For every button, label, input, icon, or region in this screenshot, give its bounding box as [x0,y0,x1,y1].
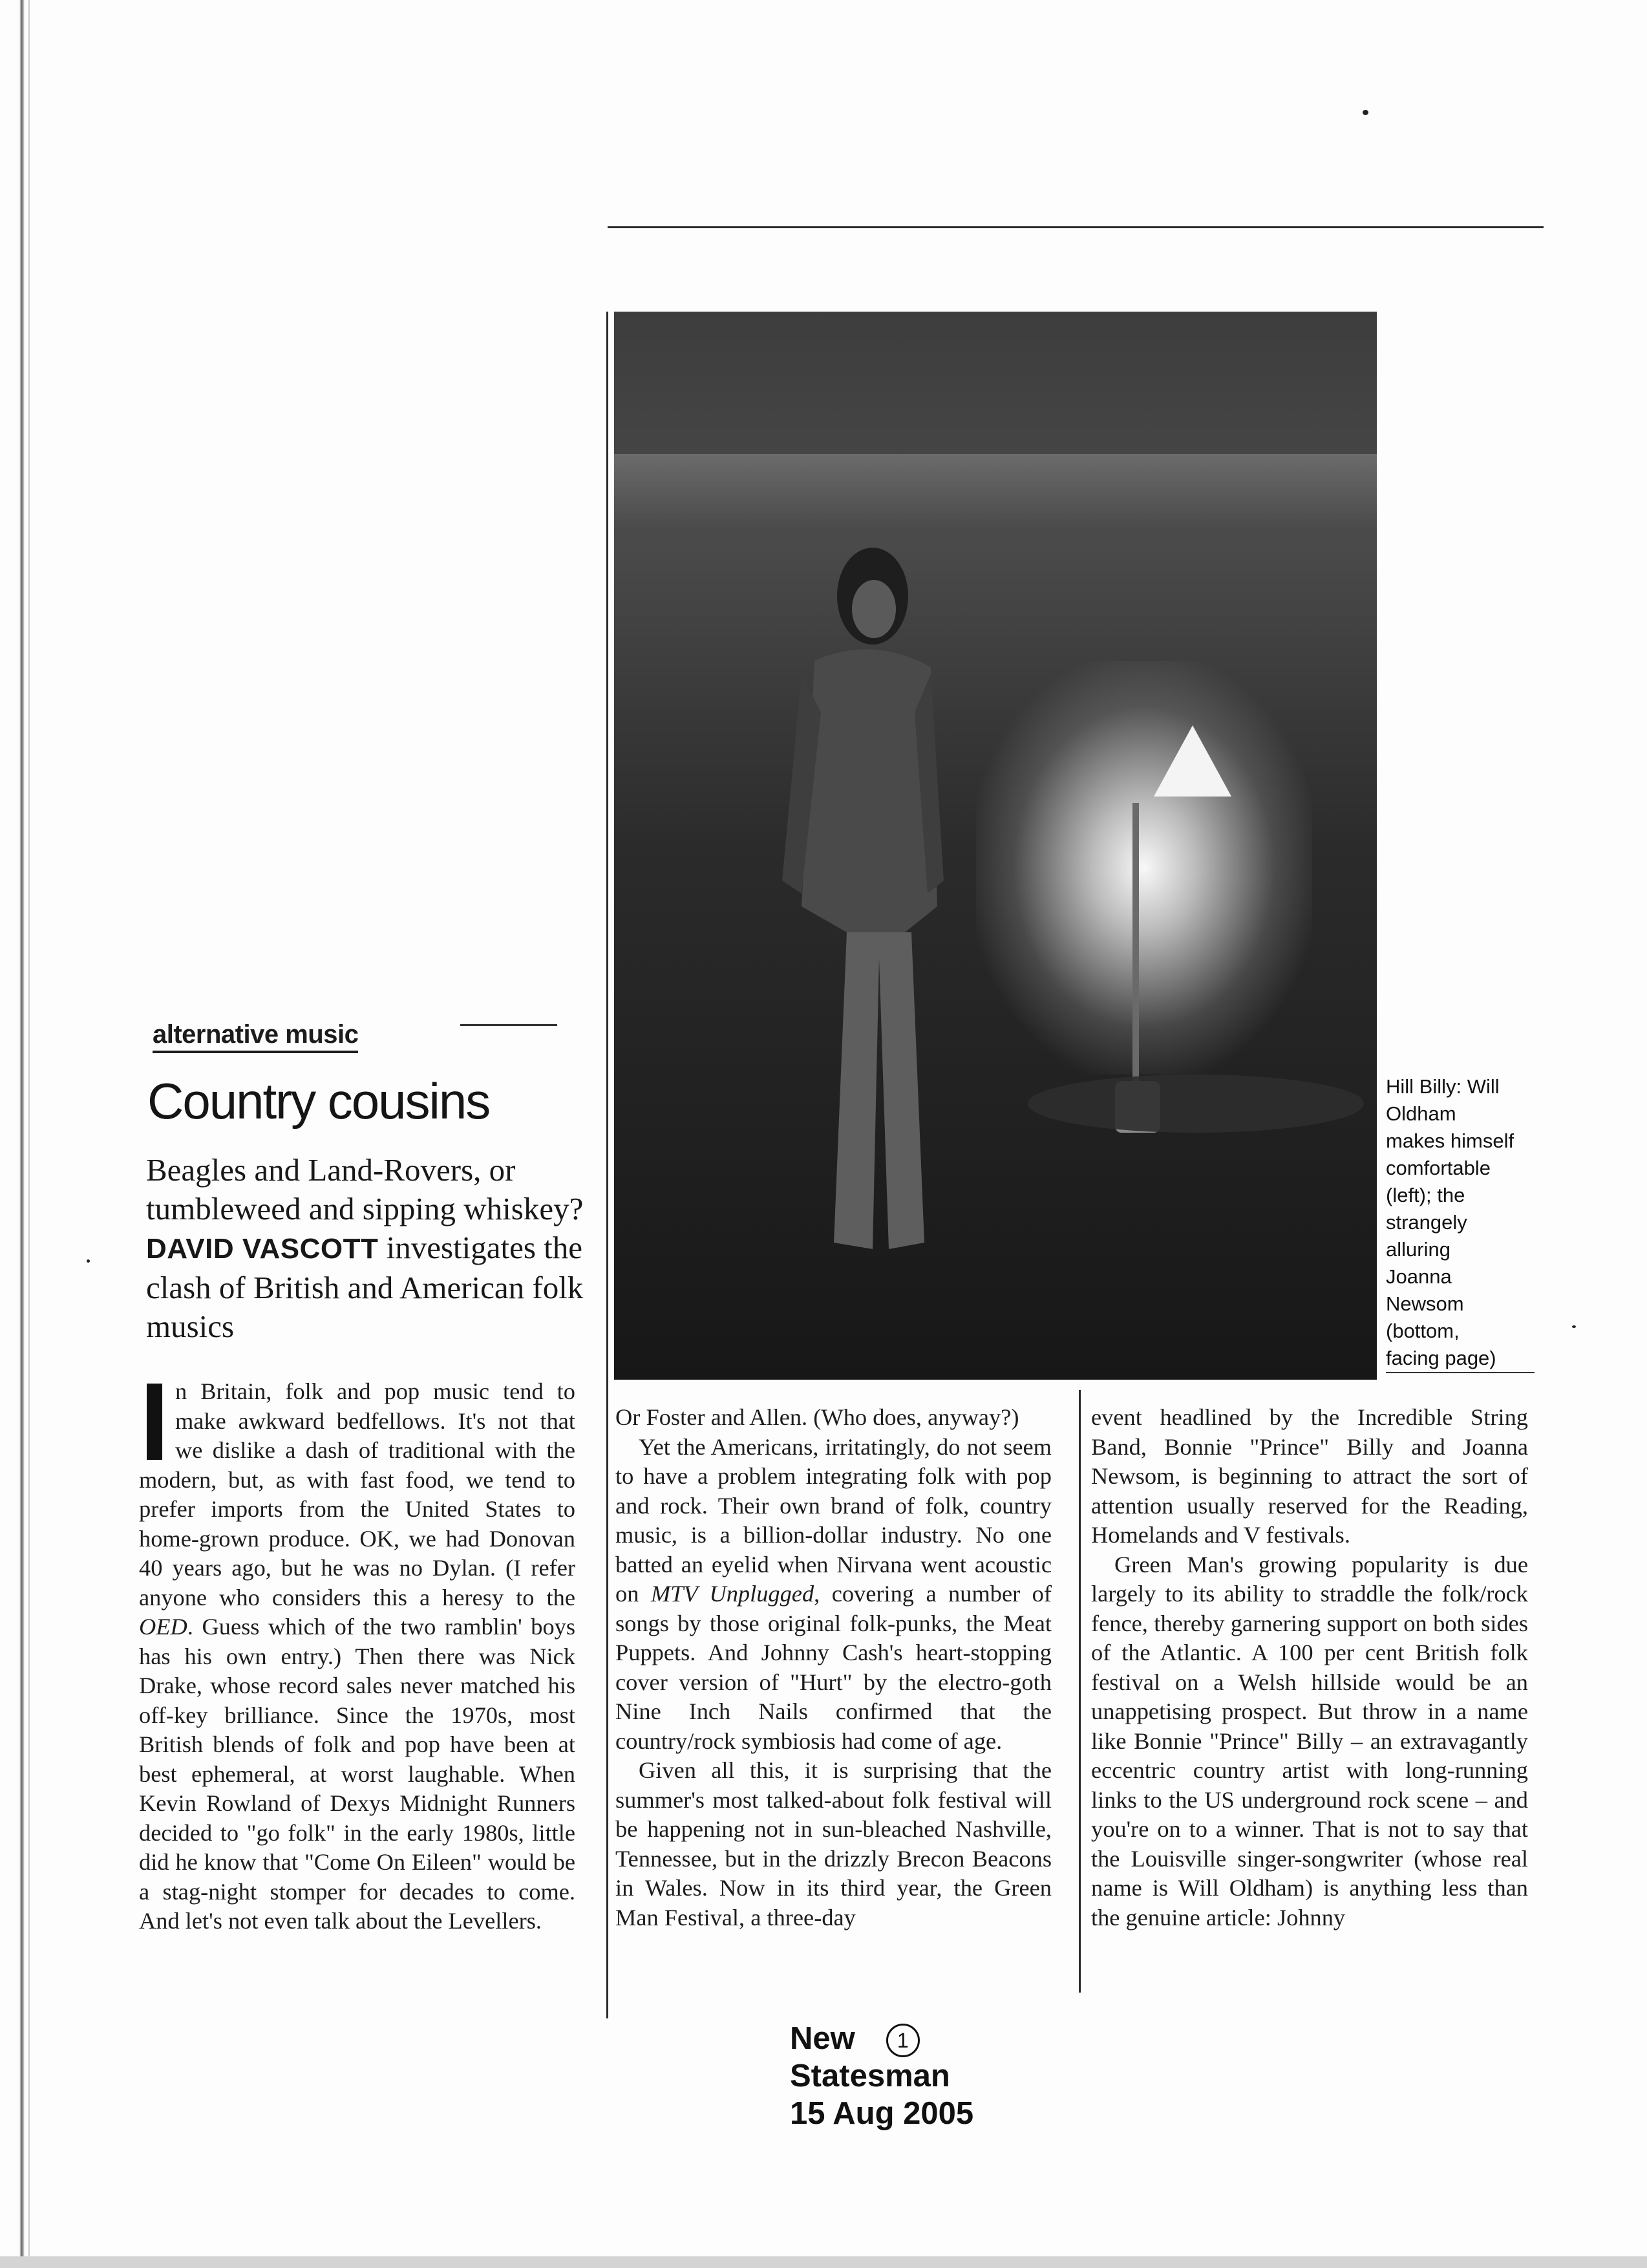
source-stamp [790,2020,973,2132]
scan-edge-shadow [19,0,25,2268]
caption-rule [1386,1372,1535,1373]
body-column-1 [139,1377,575,1936]
photo-caption: Hill Billy: Will Oldham makes himself comfortable (left); the strangely alluring Joanna Newsom (bottom, facing page) [1386,1075,1514,1369]
scan-speck [1572,1325,1576,1328]
column-rule-left [606,312,608,2018]
scan-bottom-edge [0,2256,1647,2268]
paragraph: Green Man's growing popularity is due largely to its ability to straddle the folk/rock fence, thereby garnering support on both sides of the Atlantic. A 100 per cent British folk festival on a Welsh hillside would be an unappetising prospect. But throw in a name like Bonnie "Prince" Billy – an extravagantly eccentric country artist with long-running links to the US underground rock scene – and you're on to a winner. That is not to say that the Louisville singer-songwriter (whose real name is Will Oldham) is anything less than the genuine article: Johnny [1091,1551,1528,1931]
photo-figure-silhouette [776,544,944,1268]
paragraph: Or Foster and Allen. (Who does, anyway?) [615,1404,1019,1430]
source-publication-name: Statesman [790,2059,950,2094]
paragraph-text: Yet the Americans, irritatingly, do not seem to have a problem integrating folk with pop and rock. Their own brand of folk, country music, is a billion-dollar industry. No one batted an eyelid when Nirvana went acoustic on [615,1433,1052,1607]
italic-title: OED [139,1614,187,1640]
paragraph [615,1433,1052,1757]
photo-lamp-pole [1132,803,1139,1094]
body-column-2 [615,1403,1052,1932]
paragraph: event headlined by the Incredible String Band, Bonnie "Prince" Billy and Joanna Newsom, is beginning to attract the sort of attention usually reserved for the Reading, Homelands and V festivals. [1091,1404,1528,1548]
section-rule [460,1024,557,1026]
photo-lamp-glow [976,661,1312,1075]
paragraph: Given all this, it is surprising that the summer's most talked-about folk festival will be happening not in sun-bleached Nashville, Tennessee, but in the drizzly Brecon Beacons in Wales. Now in its third year, the Green Man Festival, a three-day [615,1757,1052,1931]
photo-lamp-shade [1154,725,1231,797]
body-column-3 [1091,1403,1528,1932]
italic-title: MTV Unplugged [650,1581,814,1607]
page-number: 1 [886,2024,920,2057]
paragraph [139,1377,575,1936]
column-rule-right [1079,1390,1081,1993]
standfirst-text: Beagles and Land-Rovers, or tumbleweed and sipping whiskey? [146,1152,584,1226]
photo-side-table [1028,1075,1364,1133]
drop-cap [147,1384,162,1460]
section-label: alternative music [153,1020,358,1053]
paragraph-text: . Guess which of the two ramblin' boys has his own entry.) Then there was Nick Drake, whose record sales never matched his off-key brilliance. Since the 1970s, most British blends of folk and pop have been at best ephemeral, at worst laughable. When Kevin Rowland of Dexys Midnight Runners decided to "go folk" in the early 1980s, little did he know that "Come On Eileen" would be a stag-night stomper for decades to come. And let's not even talk about the Levellers. [139,1614,575,1934]
source-line [790,2020,973,2057]
scan-speck [1363,110,1368,115]
standfirst-text-end: investigates the clash of British and American folk musics [146,1230,584,1344]
byline: DAVID VASCOTT [146,1233,379,1265]
paragraph-text: , covering a number of songs by those original folk-punks, the Meat Puppets. And Johnny Cash's heart-stopping cover version of "Hurt" by the electro-goth Nine Inch Nails confirmed that the country/rock symbiosis had come of age. [615,1581,1052,1754]
scan-edge-line [28,0,30,2268]
photo-ceiling [614,454,1377,531]
source-publication: New [790,2021,855,2056]
photo-will-oldham [614,312,1377,1380]
standfirst [146,1151,599,1346]
paragraph-text: n Britain, folk and pop music tend to make awkward bedfellows. It's not that we dislike a dash of traditional with the modern, but, as with fast food, we tend to prefer imports from the United States to home-grown produce. OK, we had Donovan 40 years ago, but he was no Dylan. (I refer anyone who considers this a heresy to the [139,1378,575,1610]
source-date: 15 Aug 2005 [790,2096,974,2132]
top-rule [608,226,1544,228]
headline: Country cousins [147,1073,490,1129]
scan-speck [87,1259,90,1263]
